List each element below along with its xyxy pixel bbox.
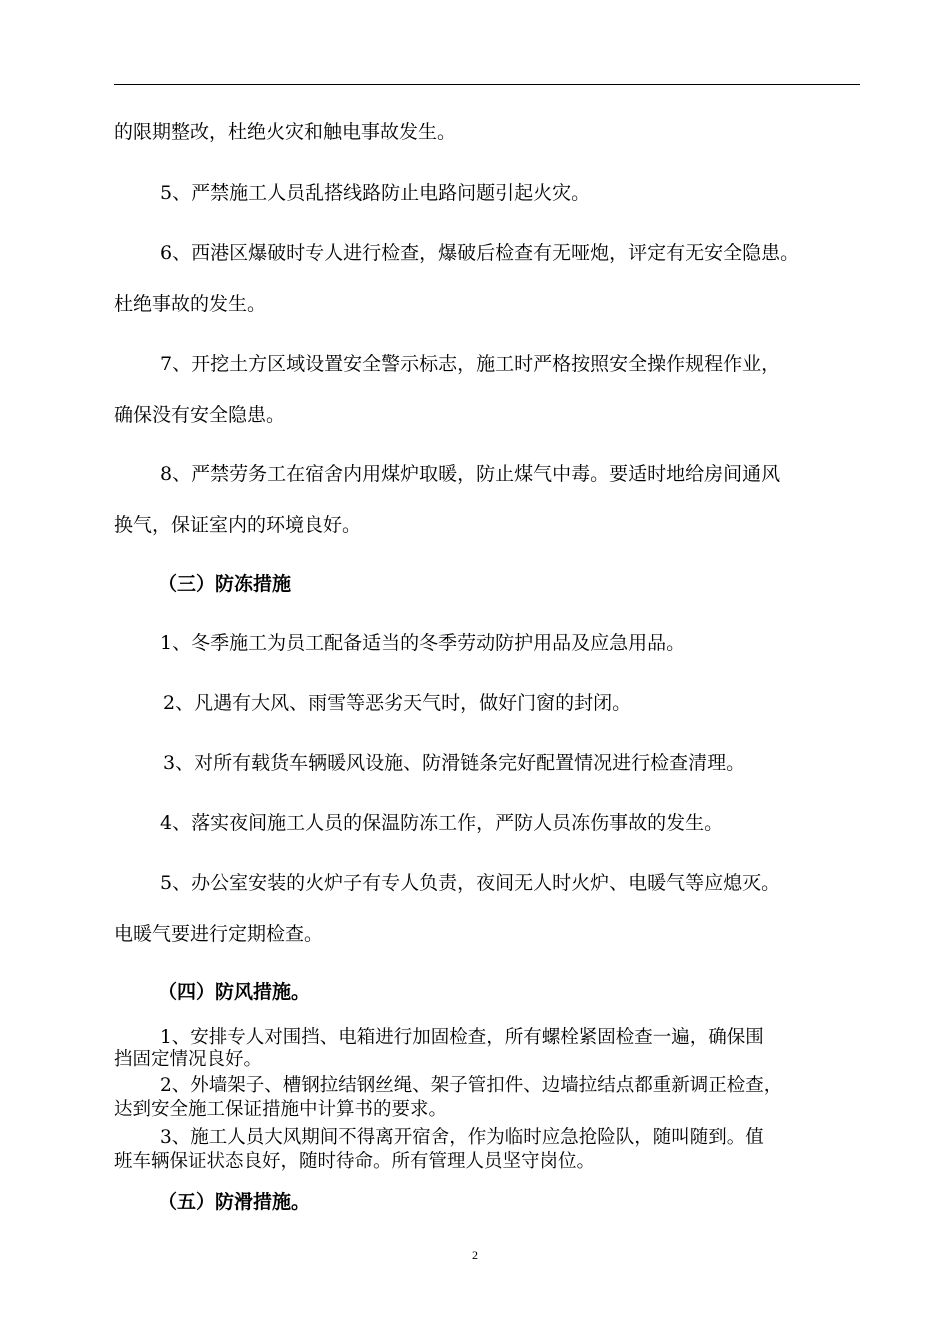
text-line: 8、严禁劳务工在宿舍内用煤炉取暖，防止煤气中毒。要适时地给房间通风 <box>160 463 781 485</box>
section-heading: （四）防风措施。 <box>158 981 311 1003</box>
text-line: 换气，保证室内的环境良好。 <box>114 514 362 536</box>
text-line: 达到安全施工保证措施中计算书的要求。 <box>114 1099 448 1120</box>
text-line: 1、冬季施工为员工配备适当的冬季劳动防护用品及应急用品。 <box>160 632 686 654</box>
text-line: 挡固定情况良好。 <box>114 1049 263 1070</box>
text-line: 电暖气要进行定期检查。 <box>114 923 324 945</box>
text-line: 杜绝事故的发生。 <box>114 293 267 315</box>
text-line: 3、对所有载货车辆暖风设施、防滑链条完好配置情况进行检查清理。 <box>163 752 746 774</box>
section-heading: （五）防滑措施。 <box>158 1191 311 1213</box>
text-line: 2、凡遇有大风、雨雪等恶劣天气时，做好门窗的封闭。 <box>163 692 632 714</box>
text-line: 确保没有安全隐患。 <box>114 404 286 426</box>
text-line: 2、外墙架子、槽钢拉结钢丝绳、架子管扣件、边墙拉结点都重新调正检查， <box>160 1075 783 1096</box>
text-line: 7、开挖土方区域设置安全警示标志，施工时严格按照安全操作规程作业， <box>160 353 781 375</box>
text-line: 4、落实夜间施工人员的保温防冻工作，严防人员冻伤事故的发生。 <box>160 812 724 834</box>
text-line: 1、安排专人对围挡、电箱进行加固检查，所有螺栓紧固检查一遍，确保围 <box>160 1027 764 1048</box>
text-line: 班车辆保证状态良好，随时待命。所有管理人员坚守岗位。 <box>114 1151 596 1172</box>
section-heading: （三）防冻措施 <box>158 573 292 595</box>
text-line: 的限期整改，杜绝火灾和触电事故发生。 <box>114 121 457 143</box>
text-line: 5、严禁施工人员乱搭线路防止电路问题引起火灾。 <box>160 182 591 204</box>
text-line: 5、办公室安装的火炉子有专人负责，夜间无人时火炉、电暖气等应熄灭。 <box>160 872 781 894</box>
text-line: 3、施工人员大风期间不得离开宿舍，作为临时应急抢险队，随叫随到。值 <box>160 1127 764 1148</box>
header-rule <box>114 84 860 85</box>
text-line: 6、西港区爆破时专人进行检查，爆破后检查有无哑炮，评定有无安全隐患。 <box>160 242 800 264</box>
page-number: 2 <box>472 1248 478 1262</box>
